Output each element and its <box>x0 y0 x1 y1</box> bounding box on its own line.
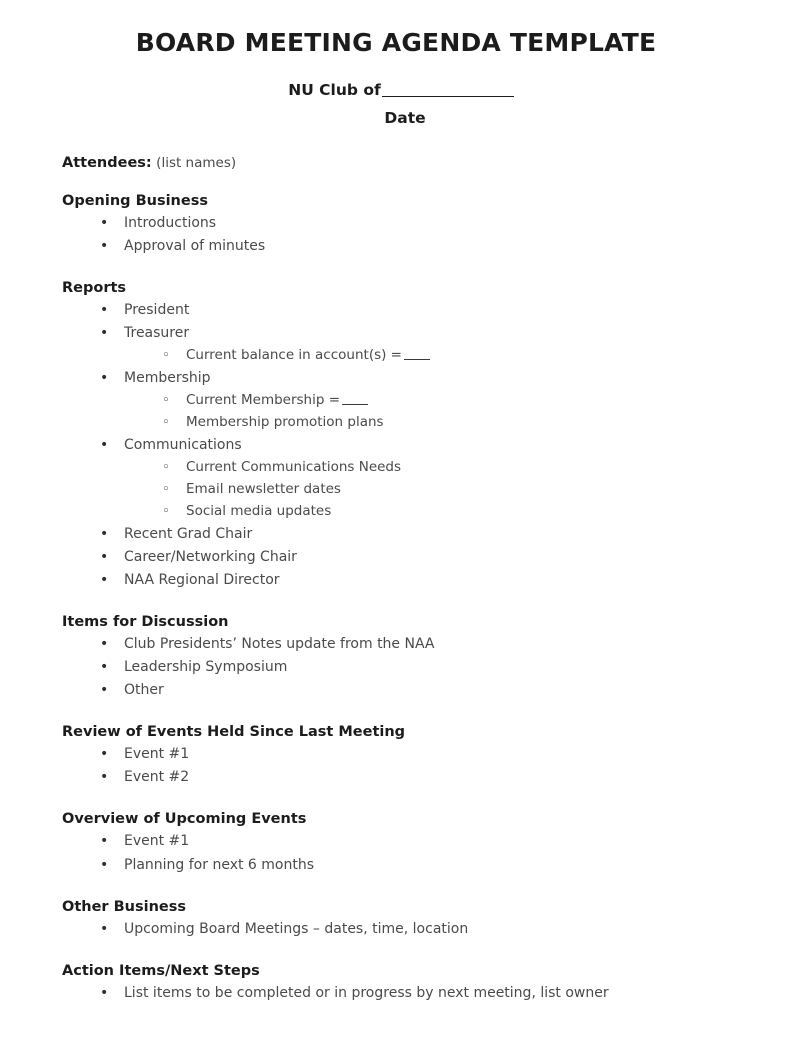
list-item-label: • Communications <box>124 437 242 453</box>
section-heading: Other Business <box>62 898 187 915</box>
list-subitem-label: ◦ Current balance in account(s) = <box>186 347 402 363</box>
list-item-label: • List items to be completed or in progress by next meeting, list owner <box>124 985 609 1001</box>
agenda-section <box>62 811 740 876</box>
list-item-label: • Event #2 <box>124 769 189 785</box>
list-item <box>98 523 740 546</box>
agenda-list <box>62 982 740 1005</box>
list-item-label: • Other <box>124 682 164 698</box>
list-item <box>98 854 740 877</box>
agenda-list <box>62 299 740 592</box>
agenda-section <box>62 614 740 702</box>
list-subitem <box>160 457 740 479</box>
list-item-label: • Event #1 <box>124 833 189 849</box>
list-item-label: • Membership <box>124 370 211 386</box>
agenda-section <box>62 724 740 789</box>
list-item <box>98 982 740 1005</box>
agenda-list <box>62 633 740 702</box>
list-item <box>98 322 740 367</box>
agenda-section <box>62 963 740 1005</box>
agenda-section <box>62 280 740 592</box>
attendees-row <box>62 155 740 171</box>
list-subitem <box>160 412 740 434</box>
list-item <box>98 212 740 235</box>
list-subitem-label: ◦ Social media updates <box>186 503 331 519</box>
attendees-label: Attendees: <box>62 155 152 171</box>
list-subitem <box>160 390 740 412</box>
agenda-sections <box>62 193 740 1005</box>
club-name-line <box>62 81 740 99</box>
section-heading: Review of Events Held Since Last Meeting <box>62 724 406 741</box>
list-item <box>98 434 740 523</box>
agenda-list <box>62 918 740 941</box>
club-name-blank[interactable] <box>382 82 514 97</box>
list-item <box>98 546 740 569</box>
list-item-label: • Recent Grad Chair <box>124 526 252 542</box>
list-item <box>98 743 740 766</box>
section-heading: Opening Business <box>62 193 208 209</box>
list-item-label: • Planning for next 6 months <box>124 857 314 873</box>
list-subitem-label: ◦ Current Membership = <box>186 392 340 408</box>
list-item-label: • NAA Regional Director <box>124 572 280 588</box>
agenda-sublist <box>124 390 740 434</box>
agenda-sublist <box>124 345 740 367</box>
list-item <box>98 766 740 789</box>
list-subitem-label: ◦ Current Communications Needs <box>186 459 401 475</box>
list-item <box>98 569 740 592</box>
list-item <box>98 679 740 702</box>
list-subitem <box>160 479 740 501</box>
list-item-label: • President <box>124 302 189 318</box>
list-item-label: • Upcoming Board Meetings – dates, time, location <box>124 921 468 937</box>
attendees-hint: (list names) <box>156 155 237 171</box>
date-line: Date <box>384 109 426 127</box>
list-subitem-label: ◦ Membership promotion plans <box>186 414 384 430</box>
list-item-label: • Approval of minutes <box>124 238 265 254</box>
list-item-label: • Leadership Symposium <box>124 659 287 675</box>
section-heading: Overview of Upcoming Events <box>62 811 307 828</box>
list-subitem-label: ◦ Email newsletter dates <box>186 481 341 497</box>
agenda-section <box>62 899 740 941</box>
fill-in-blank[interactable] <box>404 348 430 360</box>
list-item <box>98 367 740 434</box>
list-item <box>98 299 740 322</box>
fill-in-blank[interactable] <box>342 393 368 405</box>
list-item-label: • Introductions <box>124 215 216 231</box>
section-heading: Reports <box>62 280 127 297</box>
agenda-list <box>62 830 740 876</box>
list-subitem <box>160 501 740 523</box>
agenda-list <box>62 743 740 789</box>
list-item-label: • Career/Networking Chair <box>124 549 297 565</box>
agenda-section <box>62 193 740 258</box>
list-item <box>98 235 740 258</box>
section-heading: Action Items/Next Steps <box>62 962 260 979</box>
list-item-label: • Club Presidents’ Notes update from the NAA <box>124 636 435 652</box>
list-item <box>98 656 740 679</box>
list-item-label: • Event #1 <box>124 746 189 762</box>
section-heading: Items for Discussion <box>62 614 229 630</box>
page-title: BOARD MEETING AGENDA TEMPLATE <box>135 28 657 57</box>
list-item <box>98 633 740 656</box>
list-item <box>98 830 740 853</box>
list-subitem <box>160 345 740 367</box>
list-item-label: • Treasurer <box>124 325 189 341</box>
agenda-sublist <box>124 457 740 523</box>
list-item <box>98 918 740 941</box>
agenda-list <box>62 212 740 258</box>
club-line-label: NU Club of <box>288 81 381 99</box>
